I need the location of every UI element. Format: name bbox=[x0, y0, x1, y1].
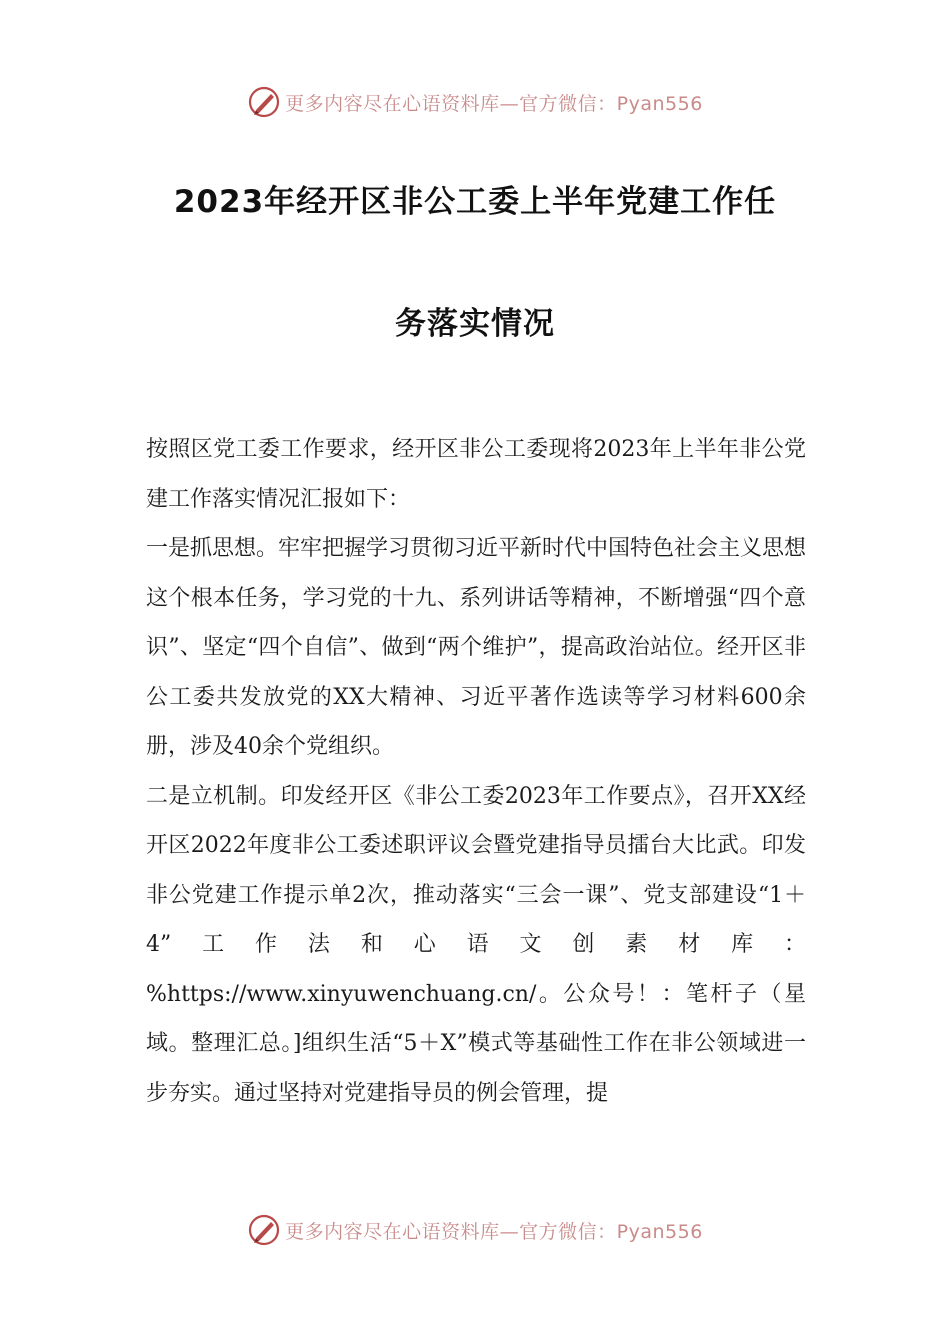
paragraph-intro: 按照区党工委工作要求，经开区非公工委现将2023年上半年非公党建工作落实情况汇报如下： bbox=[146, 437, 806, 512]
watermark-wechat-id: Pyan556 bbox=[616, 1220, 703, 1243]
watermark-wechat-id: Pyan556 bbox=[616, 92, 703, 115]
watermark-text: 更多内容尽在心语资料库—官方微信：Pyan556 bbox=[285, 1220, 703, 1243]
paragraph-mechanism: 二是立机制。印发经开区《非公工委2023年工作要点》，召开XX经开区2022年度非公工委述职评议会暨党建指导员擂台大比武。印发非公党建工作提示单2次，推动落实“三会一课”、党支部建设“1＋4”工作法和心语文创素材库：%https://www.xinyuwenchuang.cn/。公众号！：笔杆子（星域。整理汇总。]组织生活“5＋X”模式等基础性工作在非公领域进一步夯实。通过坚持对党建指导员的例会管理，提 bbox=[146, 783, 806, 1106]
document-title-line-2: 务落实情况 bbox=[395, 306, 555, 342]
document-title-line-1: 2023年经开区非公工委上半年党建工作任 bbox=[173, 184, 777, 220]
paragraph-ideology: 一是抓思想。牢牢把握学习贯彻习近平新时代中国特色社会主义思想这个根本任务，学习党的十九、系列讲话等精神，不断增强“四个意识”、坚定“四个自信”、做到“两个维护”，提高政治站位。经开区非公工委共发放党的XX大精神、习近平著作选读等学习材料600余册，涉及40余个党组织。 bbox=[146, 536, 807, 759]
pen-logo-icon bbox=[247, 85, 281, 119]
document-body bbox=[146, 425, 806, 1118]
pen-logo-icon bbox=[247, 1213, 281, 1247]
watermark-text: 更多内容尽在心语资料库—官方微信：Pyan556 bbox=[285, 92, 703, 115]
footer-watermark bbox=[0, 1210, 950, 1250]
header-watermark bbox=[0, 82, 950, 122]
